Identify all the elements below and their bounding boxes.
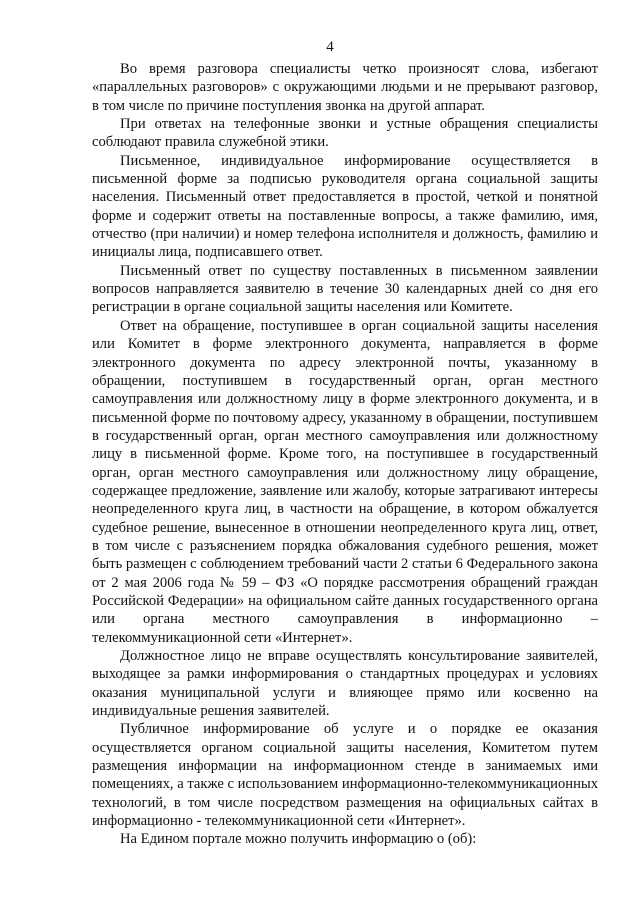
paragraph-response-deadline: Письменный ответ по существу поставленных в письменном заявлении вопросов направляется заявителю в течение 30 календарных дней со дня его регистрации в органе социальной защиты населения или Комитете. — [92, 262, 598, 316]
paragraph-public-informing: Публичное информирование об услуге и о порядке ее оказания осуществляется органом социальной защиты населения, Комитетом путем размещения информации на информационном стенде в занимаемых ими помещениях, а также с использованием информационно-телекоммуникационных технологий, в том числе посредством размещения на официальных сайтах в информационно - телекоммуникационной сети «Интернет». — [92, 721, 598, 830]
paragraph-written-informing: Письменное, индивидуальное информирование осуществляется в письменной форме за подписью руководителя органа социальной защиты населения. Письменный ответ предоставляется в простой, четкой и понятной форме и содержит ответы на поставленные вопросы, а также фамилию, имя, отчество (при наличии) и номер телефона исполнителя и должность, фамилию и инициалы лица, подписавшего ответ. — [92, 152, 598, 261]
document-body — [92, 60, 598, 849]
page-number: 4 — [326, 39, 334, 55]
paragraph-electronic-response: Ответ на обращение, поступившее в орган социальной защиты населения или Комитет в форме электронного документа, направляется в форме электронного документа по адресу электронной почты, указанному в обращении, поступившем в государственный орган, орган местного самоуправления или должностному лицу в форме электронного документа, и в письменной форме по почтовому адресу, указанному в обращении, поступившем в государственный орган, орган местного самоуправления или должностному лицу в письменной форме. Кроме того, на поступившее в государственный орган, орган местного самоуправления или должностному лицу обращение, содержащее предложение, заявление или жалобу, которые затрагивают интересы неопределенного круга лиц, в частности на обращение, в котором обжалуется судебное решение, вынесенное в отношении неопределенного круга лиц, ответ, в том числе с разъяснением порядка обжалования судебного решения, может быть размещен с соблюдением требований части 2 статьи 6 Федерального закона от 2 мая 2006 года № 59 – ФЗ «О порядке рассмотрения обращений граждан Российской Федерации» на официальном сайте данных государственного органа или органа местного самоуправления в информационно – телекоммуникационной сети «Интернет». — [92, 317, 598, 646]
paragraph-service-ethics: При ответах на телефонные звонки и устные обращения специалисты соблюдают правила служебной этики. — [92, 116, 598, 151]
paragraph-phone-conversation-rules: Во время разговора специалисты четко произносят слова, избегают «параллельных разговоров» с окружающими людьми и не прерывают разговор, в том числе по причине поступления звонка на другой аппарат. — [92, 61, 598, 114]
paragraph-unified-portal: На Едином портале можно получить информацию о (об): — [120, 831, 477, 848]
paragraph-consulting-limits: Должностное лицо не вправе осуществлять консультирование заявителей, выходящее за рамки информирования о стандартных процедурах и условиях оказания муниципальной услуги и влияющее прямо или косвенно на индивидуальные решения заявителей. — [92, 648, 598, 720]
